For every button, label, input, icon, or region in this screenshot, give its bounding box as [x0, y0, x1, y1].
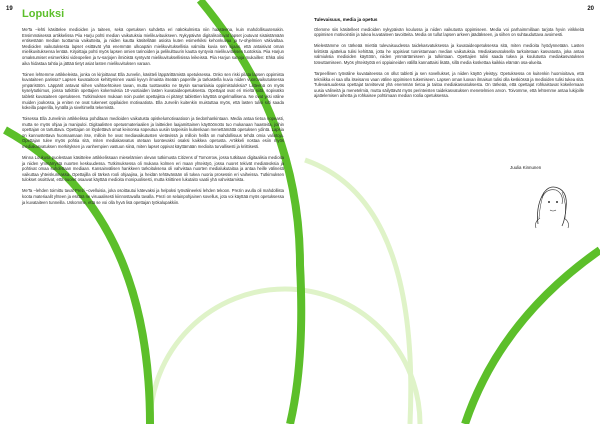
light-green-ring — [150, 289, 420, 424]
right-heading: Tulevaisuus, media ja opetus — [314, 17, 378, 22]
right-paragraph-1: Olemme siis käsitelleet medioiden nykypäivän koulussa ja niiden vaikutusta oppimiseen. Media voi parhaimmillaan tarjota hyvin virikkeitä oppimisen motivointiin ja tukea kuvataiteen tavoitteita. Media on tullut lapsen arkeen jäädäkseen, ja siihen on suhtauduttava avoimesti. — [314, 26, 584, 38]
left-paragraph-2: Toinen lehtemme artikkeleista, jonka on kirjoittanut Ella Jurvelin, käsitteli läppärittämistä opetuksessa. Onko sen riski pilata lapsen oppimista kuvataiteen parissa? Lapsen kuvataitoon kehittyminen vaatii kyvyn ilmaista itseään paperille ja tarkastella kuvia niiden vuorovaikutuksessa ympäristöön. Läppärit antavat siihen vaihtoehtoisen tavan, mutta tuottavatko ne täysin samanlaisia oppimistuloksia? Liitteenä on myös kyselytutkimus, joissa tutkittiin opettajien kokemuksia 10-vuotiaiden lasten kuvataideopetuksesta. Opettajat ovat eri mieltä siitä, sopivatko tabletit kuvataiteen opetukseen. Tutkimuksen mukaan noin puolet opettajista ei pitänyt tablettien käyttöä ongelmallisena. Ne ovat yksi väline muiden joukossa, ja eniten ne ovat tukeneet oppilaiden motivaatiota. Ella Jurvelin kuitenkin muistuttaa myös, että lasten tulisi silti saada kokeilla paperilla, kynällä ja siveltimellä tekemistä. — [22, 71, 284, 111]
left-paragraph-4: Minna Loukusa puolestaan käsittelee artikkelissaan mieselämien olevan tutkimusta Citizens of Tomorrow, jossa tutkitaan digitaalisia medioita ja niiden ymmärrystä nuorten keskuudessa. Tutkimuksessa oli mukana kolmen eri maan yhteistyö, jossa nuoret tekivät mediateoksia ja pohtivat omaa suhdettaan mediaan. Kansainvälisen hankkeen tarkoituksena oli vahvistaa nuorten medialukutaitoa ja antaa heille välineitä vaikuttaa yhteiskunnassa. Opettajilla oli tärkeä rooli ohjaajina, ja heidän tehtävänään oli tukea nuoria prosessin eri vaiheissa. Tutkimuksen tulokset osoittivat, että nuoret osaavat käyttää medioita monipuolisesti, mutta kriittinen lukutaito vaatii yhä vahvistamista. — [22, 155, 284, 183]
page-title: Lopuksi — [22, 8, 65, 20]
author-signature: Juulia Kinnunen — [510, 165, 542, 170]
right-column — [314, 17, 584, 104]
left-paragraph-5: MeTa –lehden toimittu tavat Prezi –ovelluisia, joka osoittautui kätevaksi ja helpoksi työvälineeksi lehden tekoon. Prezin avulla oli mahdollista koota materiaalit yhteen ja esittää ne visuaalisesti kiinnostavalla tavalla. Prezi on selainpohjainen sovellus, jota voi käyttää myös opetuksessa ja kuvataiteen tunneilla. Uskomme, että se voi olla hyvä lisä opettajan työkalupakkiin. — [22, 188, 284, 205]
author-portrait-sketch-icon — [528, 178, 574, 230]
left-paragraph-1: MeTa –lehti käsittelee medioiden ja taiteen, sekä opetuksen suhdetta eri näkökulmista niin haasteena, kuin mahdollisuutenakin. Ensimmäisessä artikkelissa Piia Harju pohti median vaikutuksia mielikuvituukseen. Nykypäivän digitalisoituvat lapset joutuvat sisäistämään entisestään median tuottamia vaikutteita, ja niiden kautta käsitellään asioita kuten esimerkiksi kehonkuvaa ja tv-ohjelmien väkivaltaa. Medioiden vaikutuksesta lapset esittävät yhä enemmän ulkoapäin mielikuvituksellisia valmiita kuvia sen sijaan, että antaisivat oman mielikuvituksensa lentää. Kirjoittaja pohti myös lapsen omien tarinoiden ja pelikulttuurin kautta syntyviä mielikuvituksen tuotoksia. Piia Harjun omaksumiset esimerkiksi videopelien ja tv-sarjojen ilmiöistä syntyvät mielikuvituksellisissa leikeissä. Piia Harjun sanoja mukaillen: Ehkä olisi aika hidastaa tahtia ja jättää tietyt asiat lasten mielikuvituksen varaan. — [22, 27, 284, 66]
right-paragraph-2: Mielestämme on tärkeää miettiä tulevaisuudessa taidekasvatuksessa ja kuvataideopetuksessa sitä, miten medioita hyödynnetään. Lasten kriittistä ajattelua tulisi kehittää, jotta he oppisivat tunnistamaan median vaikutuksia. Mediakasvatuksella tarkoitetaan kasvatusta, joka antaa valmiuksia medioiden käyttöön, niiden ymmärtämiseen ja tulkintaan. Opettajien tulisi saada tukea ja koulutusta mediakasvatuksen toteuttamiseen. Myös yhteistyötä eri oppiaineiden välillä kannattaisi lisätä, sillä media koskettaa kaikkia elämän osa-alueita. — [314, 43, 584, 65]
page-number-right: 20 — [587, 6, 594, 12]
page-number-left: 19 — [6, 6, 13, 12]
right-paragraph-3: Tarpeellinen työväline kuvataiteessa on ollut tabletti ja sen sovellukset, ja niiden käyttö yleistyy. Opetuksessa on kuitenkin huomioitava, että tekniikka ei saa olla itseisarvo vaan väline oppimisen tukemiseen. Lapsen oman luovan ilmaisun tulisi olla keskiössä ja medioiden tulisi tukea sitä. Tulevaisuudessa opettajat tarvitsevat yhä enemmän tietoa ja taitoa mediakasvatuksesta. On tärkeää, että opettajat rohkaistuvat kokeilemaan uusia välineitä ja menetelmiä, mutta säilyttävät myös perinteisten taidekasvatuksen menetelmien arvon. Toivomme, että lehtemme antaa lukijoille ajattelemisen aihetta ja rohkaisee pohtimaan median roolia opetuksessa. — [314, 70, 584, 99]
left-paragraph-3: Toisessa Ella Jurvelinin artikkelissa pohditaan medioiden vaikutusta opiskelumotivaatioon ja tiedonhankintaan. Media antaa tietoa nopeasti, mutta se myös ohjaa ja manipuloi. Digitaalisten opetusmateriaalien ja laitteiden laajamittainen käyttöönotto tuo mukanaan haasteita, joihin opettajan on tartuttava. Opettajan on löydettävä omat keinonsa sopeutua uusiin tarpeisiin kuitenkaan menettämättä opetuksen ydintä. Lapsia on kannustettava huomaamaan itse, milloin he ovat mediavaikutusten vietävissä ja milloin heillä on mahdollisuus tehdä omia valintoja. Opettajan tulee myös pohtia sitä, miten mediakasvatus otetaan luontevaksi osaksi kaikkea opetusta. Artikkeli nostaa esiin myös mediakasvatuksen merkityksen ja vanhempien vastuun siinä, miten lapset oppivat käyttämään medioita turvallisesti ja kriittisesti. — [22, 116, 284, 150]
green-arc-right — [465, 250, 600, 424]
left-column — [22, 27, 284, 211]
